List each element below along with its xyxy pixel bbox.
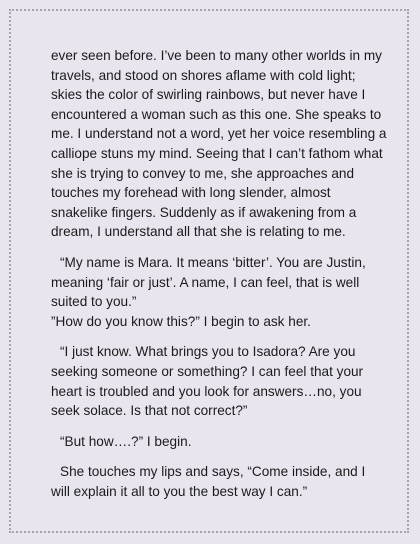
paragraph-6: She touches my lips and says, “Come inside, and I will explain it all to you the best way I can.” xyxy=(51,464,366,499)
paragraph-5: “But how….?” I begin. xyxy=(60,433,192,449)
paragraph-2: “My name is Mara. It means ‘bitter’. You are Justin, meaning ‘fair or just’. A name, I can feel, that is well suited to you.” xyxy=(51,254,366,310)
paragraph-4: “I just know. What brings you to Isadora? Are you seeking someone or something? I can feel that your heart is troubled and you look for answers…no, you seek solace. Is that not correct?” xyxy=(51,344,364,419)
paragraph-3: ”How do you know this?” I begin to ask her. xyxy=(51,313,311,329)
paragraph-1: ever seen before. I’ve been to many other worlds in my travels, and stood on shores aflame with cold light; skies the color of swirling rainbows, but never have I encountered a woman such as this one. She speaks to me. I understand not a word, yet her voice resembling a calliope stuns my mind. Seeing that I can’t fathom what she is trying to convey to me, she approaches and touches my forehead with long slender, almost snakelike fingers. Suddenly as if awakening from a dream, I understand all that she is relating to me. xyxy=(51,48,387,240)
story-text xyxy=(51,46,387,512)
